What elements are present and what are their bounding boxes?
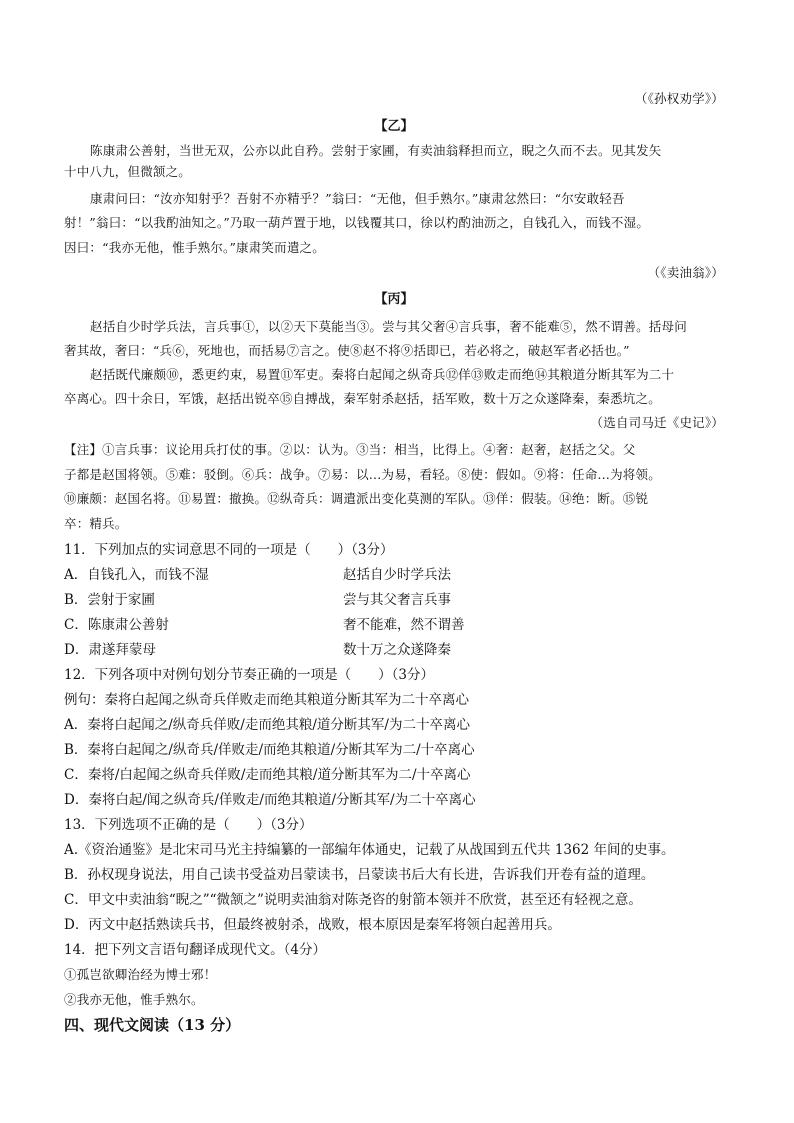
yi-heading: 【乙】 [374, 119, 414, 134]
q13-stem: 13．下列选项不正确的是（ ）（3分） [64, 817, 313, 833]
q13-option-d: D．丙文中赵括熟读兵书，但最终被射杀，战败，根本原因是秦军将领白起善用兵。 [64, 917, 561, 933]
section-heading: 四、现代文阅读（13 分） [64, 1016, 241, 1034]
yi-line: 陈康肃公善射，当世无双，公亦以此自矜。尝射于家圃，有卖油翁释担而立，睨之久而不去。见其发矢 [90, 143, 662, 158]
yi-line: 十中八九，但微颔之。 [64, 164, 192, 179]
q13-option-b: B．孙权现身说法，用自己读书受益劝吕蒙读书，吕蒙读书后大有长进，告诉我们开卷有益的道理。 [64, 867, 655, 883]
q14-item: ①孤岂欲卿治经为博士邪！ [64, 967, 217, 982]
q12-option-a: A．秦将白起闻之/纵奇兵佯败/走而绝其粮/道分断其军/为二十卒离心 [64, 717, 470, 733]
yi-line: 因曰：“我亦无他，惟手熟尔。”康肃笑而遣之。 [64, 240, 325, 255]
q12-option-c: C．秦将/白起闻之纵奇兵佯败/走而绝其粮/道分断其军为二/十卒离心 [64, 767, 471, 783]
q14-stem: 14．把下列文言语句翻译成现代文。（4分） [64, 942, 327, 958]
note-line: 子都是赵国将领。⑤难：驳倒。⑥兵：战争。⑦易：以…为易，看轻。⑧使：假如。⑨将：任命…为将领。 [64, 467, 661, 482]
q11-option-c-right: 奢不能难，然不谓善 [343, 617, 465, 633]
note-line: 【注】①言兵事：议论用兵打仗的事。②以：认为。③当：相当，比得上。④奢：赵奢，赵括之父。父 [64, 442, 636, 457]
q11-option-c-left: C．陈康肃公善射 [64, 617, 169, 633]
bing-line: 奢其故，奢曰：“兵⑥，死地也，而括易⑦言之。使⑧赵不将⑨括即已，若必将之，破赵军者必括也。” [64, 343, 630, 358]
q13-option-c: C．甲文中卖油翁“睨之”“微颔之”说明卖油翁对陈尧咨的射箭本领并不欣赏，甚至还有轻视之意。 [64, 892, 642, 908]
q11-stem: 11．下列加点的实词意思不同的一项是（ ）（3分） [64, 542, 394, 558]
q12-option-b: B．秦将白起闻之/纵奇兵/佯败走/而绝其粮道/分断其军为二/十卒离心 [64, 742, 475, 758]
note-line: 卒：精兵。 [64, 516, 128, 531]
q11-option-a-left: A．自钱孔入，而钱不湿 [64, 567, 209, 583]
q11-option-d-left: D．肃遂拜蒙母 [64, 642, 156, 658]
q12-example: 例句：秦将白起闻之纵奇兵佯败走而绝其粮道分断其军为二十卒离心 [64, 692, 469, 708]
q11-option-b-left: B．尝射于家圃 [64, 592, 155, 608]
bing-line: 卒离心。四十余日，军饿，赵括出锐卒⑮自搏战，秦军射杀赵括，括军败，数十万之众遂降秦，秦悉坑之。 [64, 391, 661, 406]
q12-stem: 12．下列各项中对例句划分节奏正确的一项是（ ）（3分） [64, 667, 435, 683]
q11-option-a-right: 赵括自少时学兵法 [343, 567, 451, 583]
jia-source: （《孙权劝学》） [634, 91, 724, 106]
yi-line: 康肃问曰：“汝亦知射乎？吾射不亦精乎？”翁曰：“无他，但手熟尔。”康肃忿然曰：“尔安敢轻吾 [90, 191, 625, 206]
bing-source: （选自司马迁《史记》） [590, 415, 724, 430]
q14-item: ②我亦无他，惟手熟尔。 [64, 992, 204, 1007]
q11-option-b-right: 尝与其父奢言兵事 [343, 592, 451, 608]
note-line: ⑩廉颇：赵国名将。⑪易置：撤换。⑫纵奇兵：调遣派出变化莫测的军队。⑬佯：假装。⑭绝：断。⑮锐 [64, 491, 649, 506]
yi-line: 射！”翁曰：“以我酌油知之。”乃取一葫芦置于地，以钱覆其口，徐以杓酌油沥之，自钱孔入，而钱不湿。 [64, 215, 650, 230]
bing-heading: 【丙】 [374, 292, 414, 307]
bing-line: 赵括既代廉颇⑩，悉更约束，易置⑪军吏。秦将白起闻之纵奇兵⑫佯⑬败走而绝⑭其粮道分断其军为二十 [90, 367, 675, 382]
yi-source: （《卖油翁》） [647, 265, 724, 280]
bing-line: 赵括自少时学兵法，言兵事①，以②天下莫能当③。尝与其父奢④言兵事，奢不能难⑤，然不谓善。括母问 [90, 319, 687, 334]
q12-option-d: D．秦将白起/闻之纵奇兵/佯败走/而绝其粮道/分断其军/为二十卒离心 [64, 792, 476, 808]
q11-option-d-right: 数十万之众遂降秦 [343, 642, 451, 658]
q13-option-a: A.《资治通鉴》是北宋司马光主持编纂的一部编年体通史，记载了从战国到五代共 1362 年间的史事。 [64, 842, 675, 858]
